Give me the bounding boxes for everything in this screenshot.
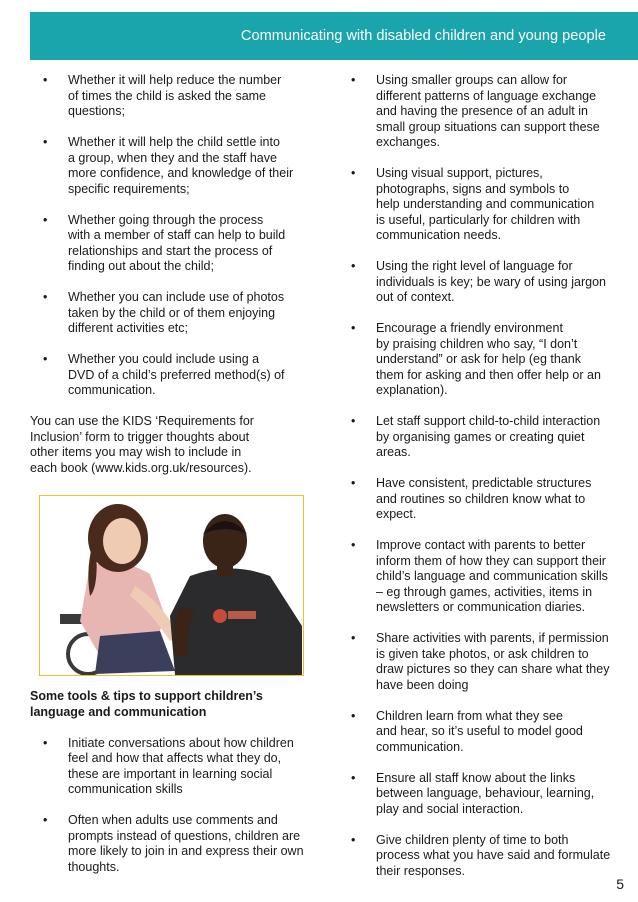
left-list-item	[30, 135, 320, 197]
text-line: is useful, particularly for children with	[376, 212, 581, 227]
text-line: and having the presence of an adult in	[376, 104, 588, 118]
text-line: communication.	[68, 383, 156, 397]
text-line: Using the right level of language for	[376, 259, 573, 273]
text-line: communication.	[376, 739, 464, 754]
text-line: Ensure all staff know about the links	[376, 770, 576, 785]
text-line: between language, behaviour, learning,	[376, 786, 595, 800]
text-line: have been doing	[376, 677, 469, 692]
text-line: newsletters or communication diaries.	[376, 600, 586, 614]
text-line: Have consistent, predictable structures	[376, 476, 592, 490]
text-line: Improve contact with parents to better	[376, 538, 586, 552]
left-list-item	[30, 73, 320, 120]
text-line: draw pictures so they can share what they	[376, 662, 610, 676]
text-line: and hear, so it’s useful to model good	[376, 724, 583, 738]
tips-subheading	[30, 689, 320, 720]
text-line: areas.	[376, 445, 411, 459]
right-list-item	[338, 321, 618, 399]
text-line: more confidence, and knowledge of their	[68, 166, 294, 180]
text-line: more likely to join in and express their own	[68, 844, 304, 858]
kids-form-paragraph	[30, 414, 320, 476]
list-item-text	[376, 259, 606, 304]
list-item-text	[376, 771, 594, 816]
bullet-icon: •	[43, 212, 48, 227]
bullet-icon: •	[43, 352, 48, 366]
bullet-icon: •	[351, 259, 356, 273]
text-line: Children learn from what they see	[376, 708, 563, 723]
text-line: – eg through games, activities, items in	[376, 584, 593, 599]
right-list-item	[338, 259, 618, 306]
photo-illustration	[40, 496, 303, 675]
text-line: other items you may wish to include in	[30, 445, 242, 459]
text-line: Inclusion’ form to trigger thoughts about	[30, 429, 250, 444]
right-list-item	[338, 73, 618, 151]
list-item-text	[68, 290, 284, 335]
text-line: Whether it will help the child settle into	[68, 135, 280, 149]
text-line: prompts instead of questions, children are	[68, 828, 301, 843]
text-line: thoughts.	[68, 859, 120, 874]
text-line: different patterns of language exchange	[376, 88, 597, 103]
bullet-icon: •	[43, 813, 48, 827]
list-item-text	[376, 414, 600, 459]
right-list-item	[338, 414, 618, 461]
text-line: Encourage a friendly environment	[376, 321, 563, 335]
tips-list	[30, 736, 320, 876]
text-line: feel and how that affects what they do,	[68, 751, 282, 765]
bullet-icon: •	[351, 770, 356, 785]
tip-list-item	[30, 813, 320, 875]
text-line: Often when adults use comments and	[68, 813, 278, 827]
right-list-item	[338, 166, 618, 244]
list-item-text	[376, 833, 610, 878]
bullet-icon: •	[43, 73, 48, 87]
text-line: child’s language and communication skills	[376, 569, 608, 583]
text-line: Initiate conversations about how children	[68, 735, 294, 750]
text-line: Give children plenty of time to both	[376, 832, 569, 847]
right-list-item	[338, 833, 618, 880]
text-line: You can use the KIDS ‘Requirements for	[30, 414, 254, 428]
text-line: different activities etc;	[68, 321, 188, 335]
right-list-item	[338, 538, 618, 616]
bullet-icon: •	[43, 135, 48, 149]
list-item-text	[376, 321, 601, 397]
list-item-text	[68, 813, 304, 874]
text-line: understand” or ask for help (eg thank	[376, 352, 581, 366]
text-line: specific requirements;	[68, 181, 190, 196]
bullet-icon: •	[351, 476, 356, 490]
page-number: 5	[616, 876, 624, 892]
text-line: exchanges.	[376, 135, 440, 149]
text-line: explanation).	[376, 383, 448, 397]
bullet-icon: •	[351, 321, 356, 335]
text-line: language and communication	[30, 704, 207, 719]
text-line: play and social interaction.	[376, 801, 524, 816]
text-line: Whether it will help reduce the number	[68, 73, 282, 87]
text-line: finding out about the child;	[68, 259, 214, 273]
bullet-icon: •	[43, 735, 48, 750]
left-column	[30, 73, 320, 476]
left-list-item	[30, 290, 320, 337]
text-line: each book (www.kids.org.uk/resources).	[30, 460, 252, 475]
text-line: help understanding and communication	[376, 197, 595, 211]
list-item-text	[68, 736, 294, 797]
header-title: Communicating with disabled children and young people	[240, 28, 606, 44]
bullet-icon: •	[351, 832, 356, 847]
tips-section	[30, 689, 320, 891]
left-list-item	[30, 213, 320, 275]
right-list-item	[338, 631, 618, 693]
list-item-text	[376, 709, 583, 754]
left-list-item	[30, 352, 320, 399]
text-line: individuals is key; be wary of using jargon	[376, 274, 606, 289]
text-line: Using visual support, pictures,	[376, 166, 543, 180]
bullet-icon: •	[351, 414, 356, 428]
text-line: out of context.	[376, 290, 455, 304]
text-line: small group situations can support these	[376, 119, 600, 134]
list-item-text	[68, 352, 285, 397]
text-line: communication needs.	[376, 228, 502, 242]
bullet-icon: •	[43, 290, 48, 304]
list-item-text	[376, 166, 594, 242]
text-line: process what you have said and formulate	[376, 848, 611, 862]
text-line: Let staff support child-to-child interaction	[376, 414, 601, 428]
text-line: a group, when they and the staff have	[68, 150, 277, 165]
text-line: of times the child is asked the same	[68, 88, 267, 103]
right-list-item	[338, 476, 618, 523]
right-column	[338, 73, 618, 895]
left-bullet-list	[30, 73, 320, 399]
text-line: Whether you could include using a	[68, 352, 260, 366]
text-line: by organising games or creating quiet	[376, 429, 585, 444]
text-line: Whether going through the process	[68, 212, 264, 227]
text-line: taken by the child or of them enjoying	[68, 305, 276, 320]
text-line: DVD of a child’s preferred method(s) of	[68, 367, 285, 382]
list-item-text	[68, 135, 293, 196]
bullet-icon: •	[351, 708, 356, 723]
text-line: relationships and start the process of	[68, 243, 273, 258]
text-line: inform them of how they can support their	[376, 553, 606, 568]
text-line: Using smaller groups can allow for	[376, 73, 568, 87]
text-line: and routines so children know what to	[376, 491, 586, 506]
bullet-icon: •	[351, 631, 356, 645]
text-line: questions;	[68, 104, 125, 118]
right-list-item	[338, 709, 618, 756]
list-item-text	[376, 73, 600, 149]
bullet-icon: •	[351, 166, 356, 180]
list-item-text	[376, 538, 608, 614]
text-line: expect.	[376, 507, 417, 521]
text-line: Share activities with parents, if permission	[376, 631, 609, 645]
text-line: them for asking and then offer help or an	[376, 367, 601, 382]
right-list-item	[338, 771, 618, 818]
right-bullet-list	[338, 73, 618, 879]
list-item-text	[68, 73, 281, 118]
bullet-icon: •	[351, 538, 356, 552]
list-item-text	[376, 476, 591, 521]
text-line: by praising children who say, “I don’t	[376, 336, 578, 351]
bullet-icon: •	[351, 73, 356, 87]
photo-children-wheelchair	[39, 495, 304, 676]
header-banner	[30, 12, 638, 60]
text-line: with a member of staff can help to build	[68, 228, 286, 242]
text-line: photographs, signs and symbols to	[376, 181, 570, 196]
text-line: Whether you can include use of photos	[68, 290, 285, 304]
list-item-text	[376, 631, 609, 692]
text-line: their responses.	[376, 863, 465, 878]
text-line: these are important in learning social	[68, 766, 273, 781]
list-item-text	[68, 213, 285, 274]
text-line: Some tools & tips to support children’s	[30, 689, 263, 703]
tip-list-item	[30, 736, 320, 798]
text-line: is given take photos, or ask children to	[376, 646, 589, 661]
text-line: communication skills	[68, 782, 183, 796]
